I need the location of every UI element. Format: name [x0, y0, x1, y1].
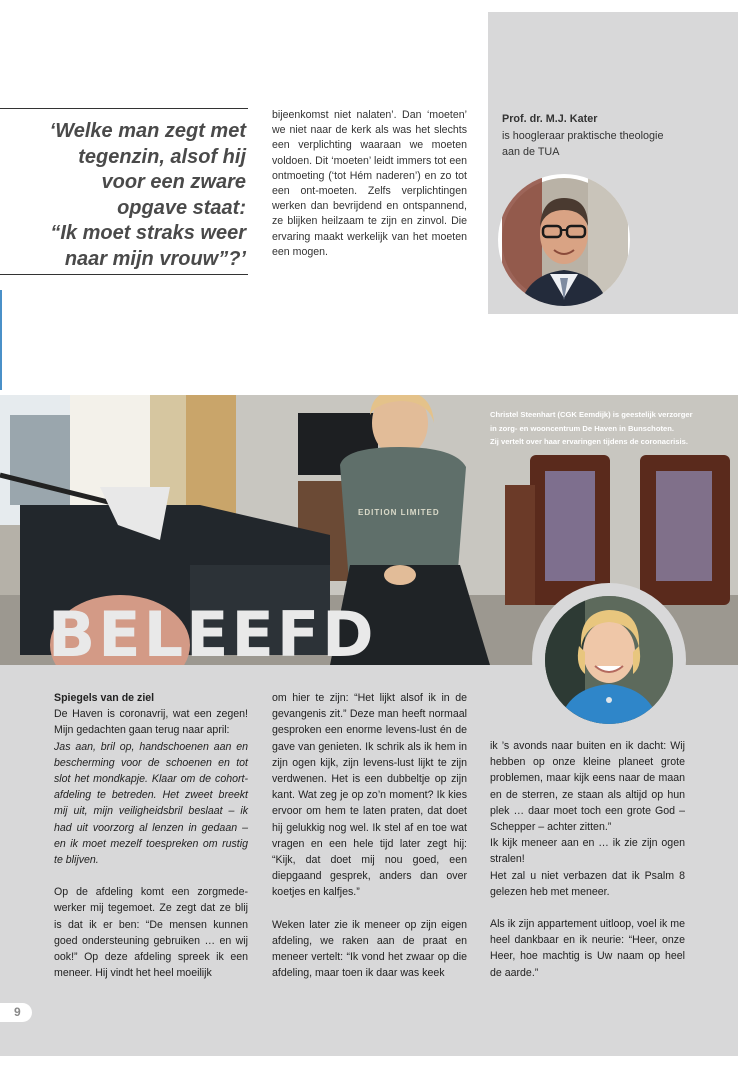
christel-portrait — [545, 596, 673, 724]
pull-quote — [0, 108, 248, 275]
author-name: Prof. dr. M.J. Kater — [502, 113, 598, 125]
photo-caption — [490, 408, 730, 449]
article-paragraph-italic: Jas aan, bril op, handschoenen aan en bescherming voor de schoenen en tot slot het mondkapje. Klaar om de cohort-afdeling te betreden. Het zweet breekt mij uit, mijn veiligheidsbril beslaat – ik had uit voorzorg al lenzen in gedaan – en ik moet mezelf toespreken om rustig te blijven. — [54, 740, 248, 867]
caption-line: Christel Steenhart (CGK Eemdijk) is geestelijk verzorger — [490, 410, 693, 419]
quote-line: “Ik moet straks weer — [50, 222, 246, 244]
article-paragraph: De Haven is coronavrij, wat een zegen! Mijn gedachten gaan terug naar april: — [54, 708, 248, 737]
paragraph-gap — [490, 900, 685, 916]
pull-quote-text — [6, 119, 246, 272]
shirt-print: EDITION LIMITED — [358, 508, 440, 517]
article-paragraph: Als ik zijn appartement uitloop, voel ik me heel dankbaar en ik neurie: “Heer, onze Heer, hoe machtig is Uw naam op heel de aarde.” — [490, 918, 685, 979]
quote-line: naar mijn vrouw”?’ — [64, 247, 246, 270]
article-paragraph: ik ’s avonds naar buiten en ik dacht: Wij hebben op onze kleine planeet grote problemen, maar kijk eens naar de maan en de sterren, ze staan als altijd op hun plek … daar moet toch een grote God – Schepper – achter zitten.” — [490, 740, 685, 834]
quote-line: opgave staat: — [117, 196, 246, 219]
paragraph-gap — [272, 901, 467, 917]
quote-line: voor een zware — [101, 171, 246, 193]
article-paragraph: om hier te zijn: “Het lijkt alsof ik in de gevangenis zit.” Deze man heeft normaal gesproken een enorme levens-lust én de gave van genieten. Ik schrik als ik hem in zijn ogen kijk, zijn levens-lust lijkt te zijn verdwenen. Het is een dubbeltje op zijn kant. Wat zeg je op zo’n moment? Ik kies ervoor om hem te laten praten, dat doet hij gelukkig nog wel. Ik stel af en toe wat vragen en een hele tijd later zegt hij: “Kijk, dat doet mij nou goed, een diepgaand gesprek, anders dan over koetjes en kalfjes.” — [272, 692, 467, 899]
author-portrait — [498, 174, 630, 306]
author-portrait-image — [498, 174, 630, 306]
caption-line: in zorg- en wooncentrum De Haven in Bunschoten. — [490, 423, 674, 433]
paragraph-gap — [54, 868, 248, 884]
article-column-2 — [272, 690, 467, 981]
quote-line: ‘Welke man zegt met — [49, 120, 246, 142]
page-number: 9 — [0, 1003, 32, 1022]
author-description — [502, 129, 702, 160]
section-title: BELEEFD — [48, 598, 377, 671]
quote-line: tegenzin, alsof hij — [78, 145, 246, 168]
caption-line: Zij vertelt over haar ervaringen tijdens de coronacrisis. — [490, 437, 688, 446]
article-paragraph: Op de afdeling komt een zorgmede-werker mij tegemoet. Ze zegt dat ze blij is dat ik er ben: “De mensen kunnen goed ondersteuning gebruiken … en wij ook!” Op deze afdeling spreek ik een meneer. Hij vindt het heel moeilijk — [54, 886, 248, 980]
article-paragraph: Ik kijk meneer aan en … ik zie zijn ogen stralen! — [490, 837, 685, 866]
article-heading: Spiegels van de ziel — [54, 692, 155, 704]
article-column-3 — [490, 738, 685, 981]
edge-line — [0, 290, 2, 390]
author-desc-line: is hoogleraar praktische theologie — [502, 130, 664, 142]
article-paragraph: Het zal u niet verbazen dat ik Psalm 8 gelezen heb met meneer. — [490, 869, 685, 898]
article-continuation: bijeenkomst niet nalaten’. Dan ‘moeten’ we niet naar de kerk als was het slechts een verplichting waaraan we moeten voldoen. Dit ‘moeten’ leidt immers tot een ontmoeting (‘tot Hém naderen’) en zo tot een ont-moeten. Zelfs verplichtingen werken dan bevrijdend en ontspannend, ze blijken heilzaam te zijn en zinvol. Die ervaring maakt werkelijk van het moeten een mogen. — [272, 109, 467, 258]
author-desc-line: aan de TUA — [502, 145, 560, 158]
article-paragraph: Weken later zie ik meneer op zijn eigen afdeling, we raken aan de praat en meneer vertelt: “Ik vond het zwaar op die afdeling, maar toen ik daar was keek — [272, 918, 467, 980]
christel-portrait-image — [545, 596, 673, 724]
article-column-1 — [54, 690, 248, 981]
